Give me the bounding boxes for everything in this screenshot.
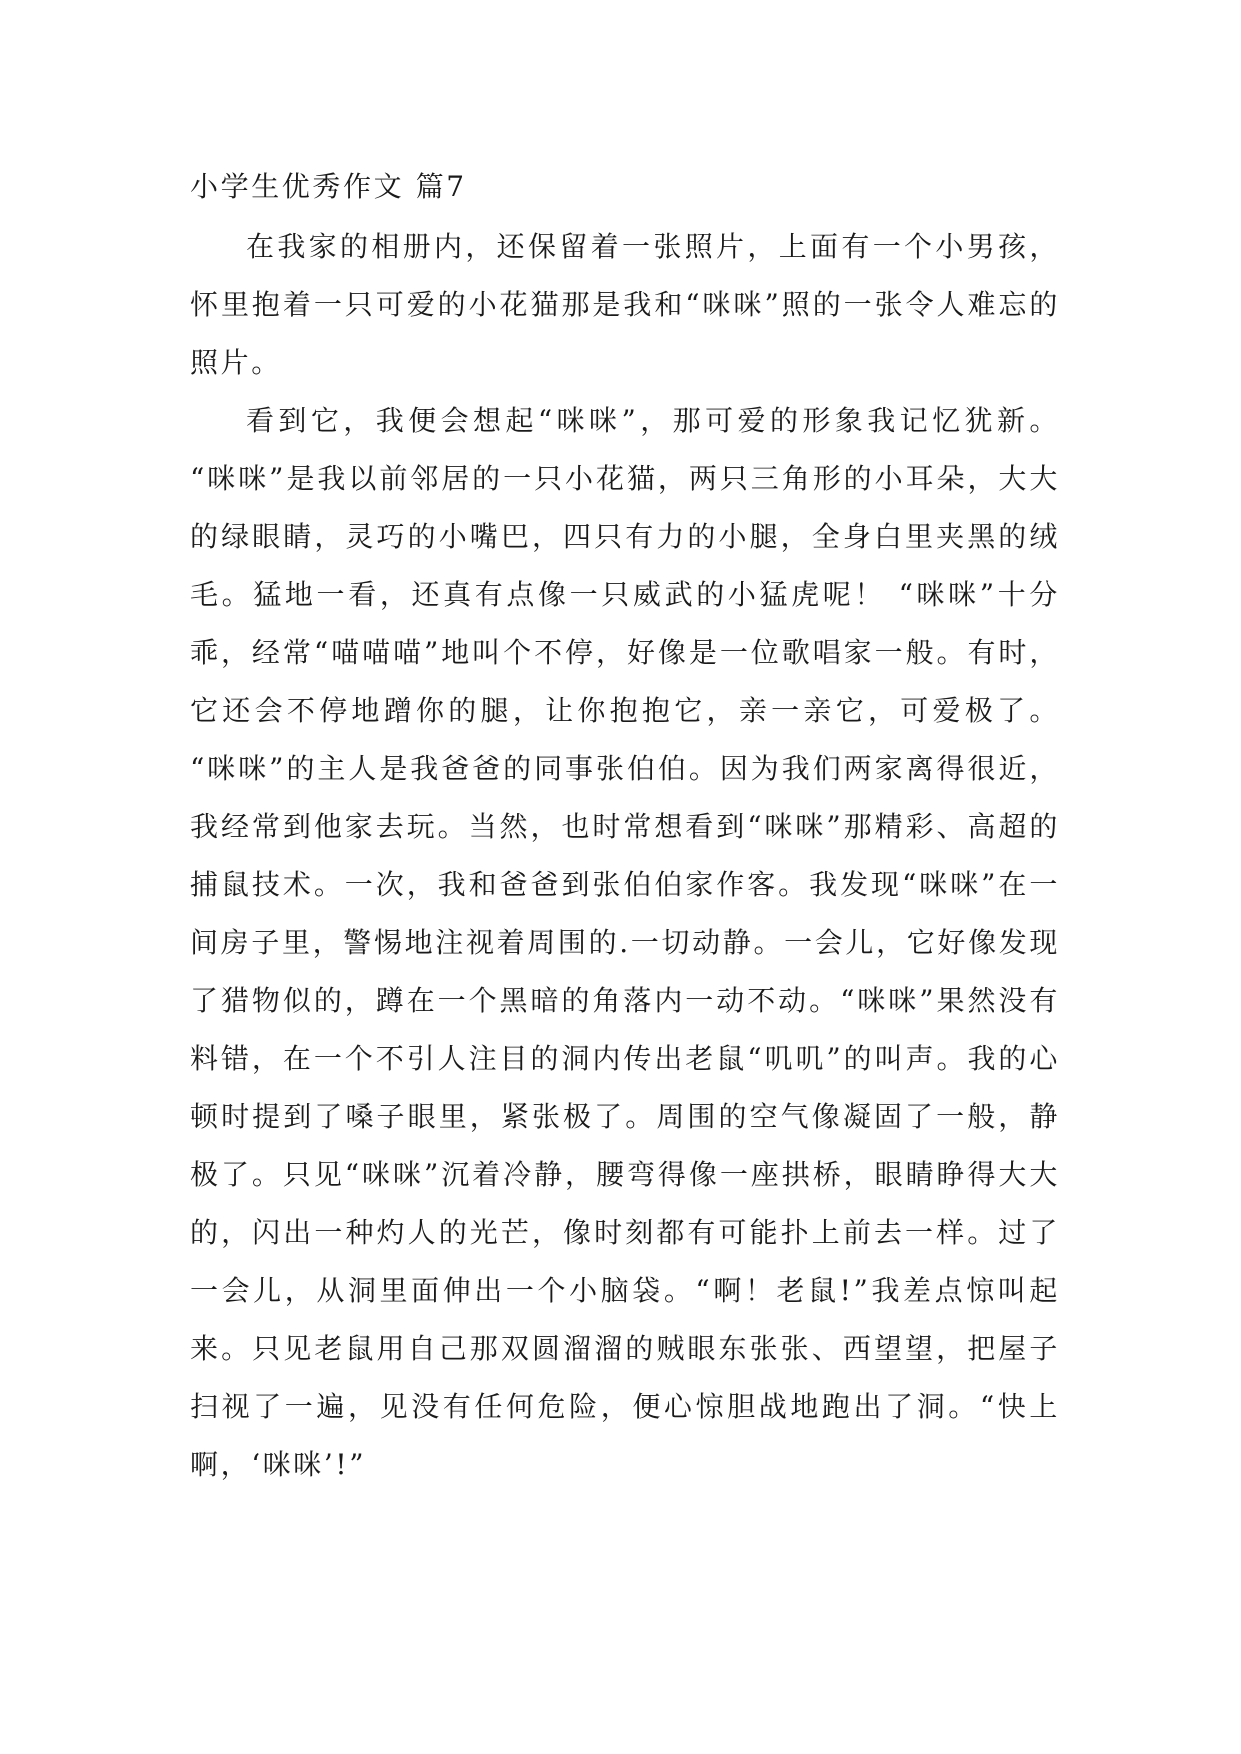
paragraph-cat-story: 看到它，我便会想起“咪咪”，那可爱的形象我记忆犹新。 “咪咪”是我以前邻居的一只小花猫，两只三角形的小耳朵，大大的绿眼睛，灵巧的小嘴巴，四只有力的小腿，全身白里夹黑的绒毛。猛地一看，还真有点像一只威武的小猛虎呢！ “咪咪”十分乖，经常“喵喵喵”地叫个不停，好像是一位歌唱家一般。有时，它还会不停地蹭你的腿，让你抱抱它，亲一亲它，可爱极了。 “咪咪”的主人是我爸爸的同事张伯伯。因为我们两家离得很近，我经常到他家去玩。当然，也时常想看到“咪咪”那精彩、高超的捕鼠技术。一次，我和爸爸到张伯伯家作客。我发现“咪咪”在一间房子里，警惕地注视着周围的.一切动静。一会儿，它好像发现了猎物似的，蹲在一个黑暗的角落内一动不动。“咪咪”果然没有料错，在一个不引人注目的洞内传出老鼠“叽叽”的叫声。我的心顿时提到了嗓子眼里，紧张极了。周围的空气像凝固了一般，静极了。只见“咪咪”沉着冷静，腰弯得像一座拱桥，眼睛睁得大大的，闪出一种灼人的光芒，像时刻都有可能扑上前去一样。过了一会儿，从洞里面伸出一个小脑袋。“啊！老鼠!”我差点惊叫起来。只见老鼠用自己那双圆溜溜的贼眼东张张、西望望，把屋子扫视了一遍，见没有任何危险，便心惊胆战地跑出了洞。“快上啊，‘咪咪’!”: [190, 404, 1060, 1481]
document-body: [190, 158, 1060, 1494]
paragraph-photo: 在我家的相册内，还保留着一张照片，上面有一个小男孩，怀里抱着一只可爱的小花猫那是我和“咪咪”照的一张令人难忘的照片。: [190, 230, 1060, 379]
document-title: 小学生优秀作文 篇7: [190, 170, 467, 203]
